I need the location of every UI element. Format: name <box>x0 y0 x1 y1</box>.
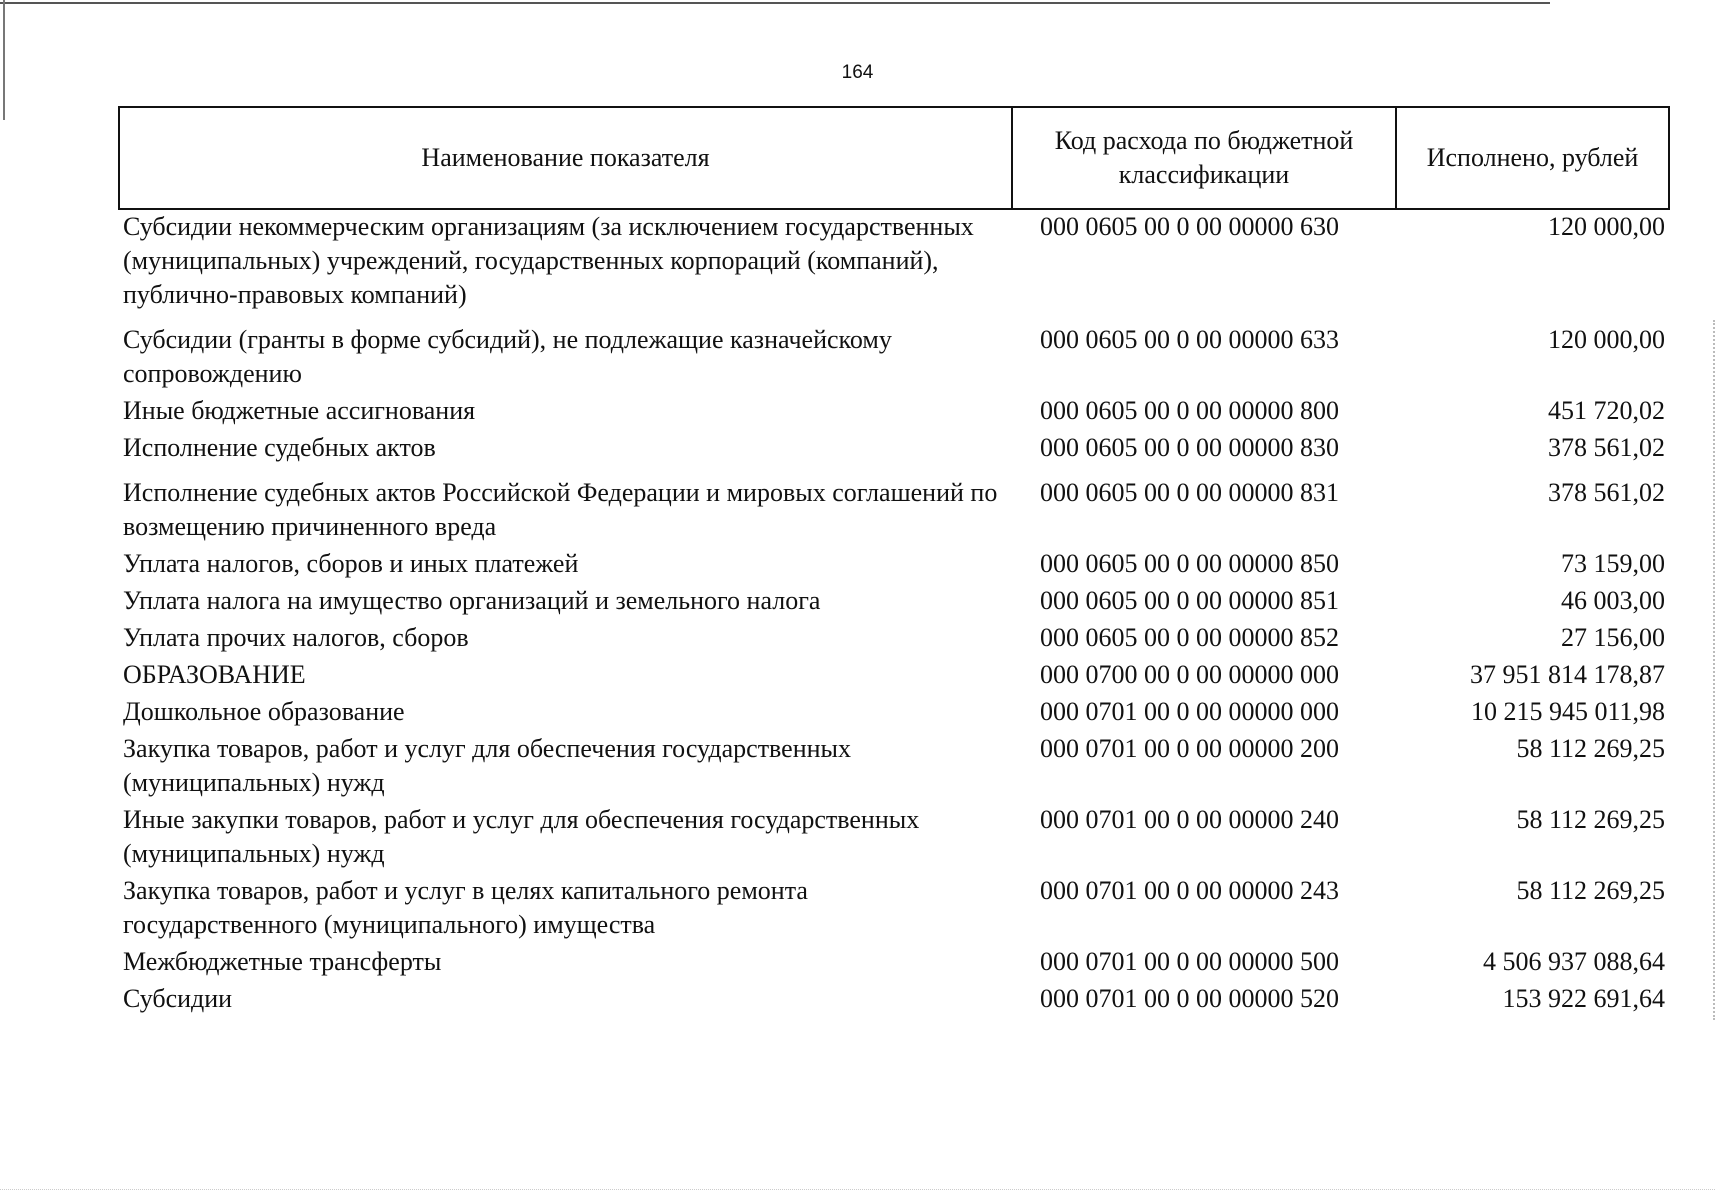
table-row <box>119 584 1669 621</box>
table-row <box>119 468 1669 547</box>
row-budget-code: 000 0701 00 0 00 00000 243 <box>1040 876 1339 905</box>
row-amount: 378 561,02 <box>1548 478 1665 507</box>
table-row <box>119 431 1669 468</box>
row-amount: 37 951 814 178,87 <box>1470 660 1665 689</box>
row-indicator-name: Закупка товаров, работ и услуг в целях капитального ремонта государственного (муниципального) имущества <box>123 876 808 939</box>
row-amount: 120 000,00 <box>1548 212 1665 241</box>
row-budget-code: 000 0701 00 0 00 00000 000 <box>1040 697 1339 726</box>
row-indicator-name: Уплата налога на имущество организаций и земельного налога <box>123 586 821 615</box>
row-indicator-name: Иные бюджетные ассигнования <box>123 396 476 425</box>
table-row <box>119 658 1669 695</box>
table-row <box>119 394 1669 431</box>
scan-border-top <box>0 2 1550 4</box>
row-budget-code: 000 0605 00 0 00 00000 630 <box>1040 212 1339 241</box>
row-budget-code: 000 0700 00 0 00 00000 000 <box>1040 660 1339 689</box>
row-indicator-name: Закупка товаров, работ и услуг для обеспечения государственных (муниципальных) нужд <box>123 734 852 797</box>
row-amount: 58 112 269,25 <box>1516 734 1665 763</box>
row-indicator-name: Исполнение судебных актов <box>123 433 436 462</box>
row-amount: 10 215 945 011,98 <box>1470 697 1665 726</box>
row-budget-code: 000 0701 00 0 00 00000 240 <box>1040 805 1339 834</box>
scan-border-left <box>3 0 5 120</box>
row-indicator-name: Уплата прочих налогов, сборов <box>123 623 469 652</box>
table-row <box>119 732 1669 803</box>
row-amount: 27 156,00 <box>1561 623 1665 652</box>
row-amount: 120 000,00 <box>1548 325 1665 354</box>
row-budget-code: 000 0605 00 0 00 00000 852 <box>1040 623 1339 652</box>
row-budget-code: 000 0605 00 0 00 00000 851 <box>1040 586 1339 615</box>
table-row <box>119 695 1669 732</box>
row-indicator-name: Субсидии (гранты в форме субсидий), не подлежащие казначейскому сопровождению <box>123 325 892 388</box>
table-row <box>119 945 1669 982</box>
row-indicator-name: Уплата налогов, сборов и иных платежей <box>123 549 579 578</box>
row-budget-code: 000 0605 00 0 00 00000 831 <box>1040 478 1339 507</box>
row-budget-code: 000 0701 00 0 00 00000 200 <box>1040 734 1339 763</box>
table-row <box>119 874 1669 945</box>
row-budget-code: 000 0605 00 0 00 00000 800 <box>1040 396 1339 425</box>
table-row <box>119 547 1669 584</box>
table-row <box>119 982 1669 1019</box>
table-row <box>119 209 1669 315</box>
table-row <box>119 621 1669 658</box>
row-indicator-name: Субсидии некоммерческим организациям (за исключением государственных (муниципальных) учреждений, государственных корпораций (компаний), публично-правовых компаний) <box>123 212 974 309</box>
table-header <box>119 107 1669 209</box>
row-amount: 153 922 691,64 <box>1502 984 1665 1013</box>
row-budget-code: 000 0605 00 0 00 00000 633 <box>1040 325 1339 354</box>
row-indicator-name: ОБРАЗОВАНИЕ <box>123 660 306 689</box>
header-amount-executed: Исполнено, рублей <box>1396 107 1669 209</box>
table-body <box>119 209 1669 1019</box>
header-row <box>119 107 1669 209</box>
row-budget-code: 000 0605 00 0 00 00000 830 <box>1040 433 1339 462</box>
header-budget-code: Код расхода по бюджетной классификации <box>1012 107 1396 209</box>
row-amount: 378 561,02 <box>1548 433 1665 462</box>
row-budget-code: 000 0605 00 0 00 00000 850 <box>1040 549 1339 578</box>
row-amount: 73 159,00 <box>1561 549 1665 578</box>
row-indicator-name: Межбюджетные трансферты <box>123 947 442 976</box>
row-indicator-name: Субсидии <box>123 984 233 1013</box>
page-number: 164 <box>841 62 874 83</box>
row-indicator-name: Иные закупки товаров, работ и услуг для обеспечения государственных (муниципальных) нужд <box>123 805 920 868</box>
row-budget-code: 000 0701 00 0 00 00000 500 <box>1040 947 1339 976</box>
row-budget-code: 000 0701 00 0 00 00000 520 <box>1040 984 1339 1013</box>
row-amount: 46 003,00 <box>1561 586 1665 615</box>
row-amount: 58 112 269,25 <box>1516 876 1665 905</box>
row-indicator-name: Дошкольное образование <box>123 697 405 726</box>
row-amount: 4 506 937 088,64 <box>1483 947 1665 976</box>
budget-execution-table <box>118 106 1670 1019</box>
table-row <box>119 315 1669 394</box>
row-indicator-name: Исполнение судебных актов Российской Федерации и мировых соглашений по возмещению причиненного вреда <box>123 478 998 541</box>
row-amount: 58 112 269,25 <box>1516 805 1665 834</box>
table-row <box>119 803 1669 874</box>
header-indicator-name: Наименование показателя <box>119 107 1012 209</box>
row-amount: 451 720,02 <box>1548 396 1665 425</box>
scan-noise-bottom <box>0 1189 1715 1190</box>
